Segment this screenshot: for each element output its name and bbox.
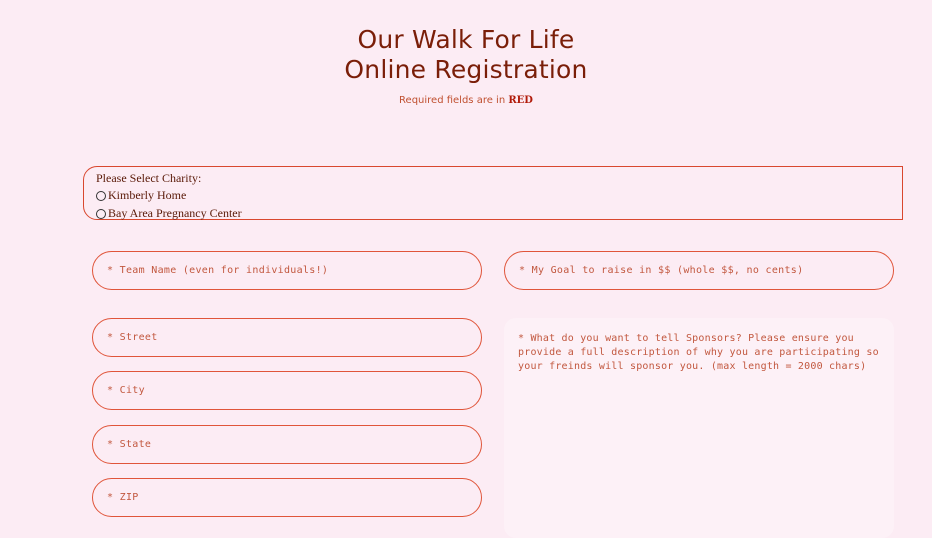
charity-option-kimberly-home[interactable] — [96, 188, 186, 203]
radio-button[interactable] — [96, 191, 106, 201]
street-placeholder: * Street — [107, 332, 158, 343]
state-input[interactable] — [92, 425, 482, 464]
sponsor-message-placeholder: * What do you want to tell Sponsors? Please ensure you provide a full description of why you are participating so your freinds will sponsor you. (max length = 2000 chars) — [518, 333, 879, 372]
charity-option-bay-area-pregnancy-center[interactable] — [96, 206, 242, 221]
zip-input[interactable] — [92, 478, 482, 517]
required-note-text: Required fields are in — [399, 95, 509, 106]
street-input[interactable] — [92, 318, 482, 357]
page-title: Our Walk For Life — [357, 25, 575, 54]
goal-amount-placeholder: * My Goal to raise in $$ (whole $$, no cents) — [519, 265, 804, 276]
state-placeholder: * State — [107, 439, 152, 450]
required-note-emphasis: RED — [508, 95, 533, 106]
goal-amount-input[interactable] — [504, 251, 894, 290]
charity-selector — [83, 166, 903, 220]
radio-button[interactable] — [96, 209, 106, 219]
team-name-input[interactable] — [92, 251, 482, 290]
page-subtitle: Online Registration — [344, 55, 588, 84]
required-fields-note — [0, 95, 932, 106]
charity-option-label: Kimberly Home — [108, 188, 187, 202]
zip-placeholder: * ZIP — [107, 492, 139, 503]
city-input[interactable] — [92, 371, 482, 410]
charity-label: Please Select Charity: — [96, 171, 202, 185]
city-placeholder: * City — [107, 385, 145, 396]
team-name-placeholder: * Team Name (even for individuals!) — [107, 265, 329, 276]
charity-option-label: Bay Area Pregnancy Center — [108, 206, 242, 220]
sponsor-message-textarea[interactable] — [504, 318, 894, 538]
